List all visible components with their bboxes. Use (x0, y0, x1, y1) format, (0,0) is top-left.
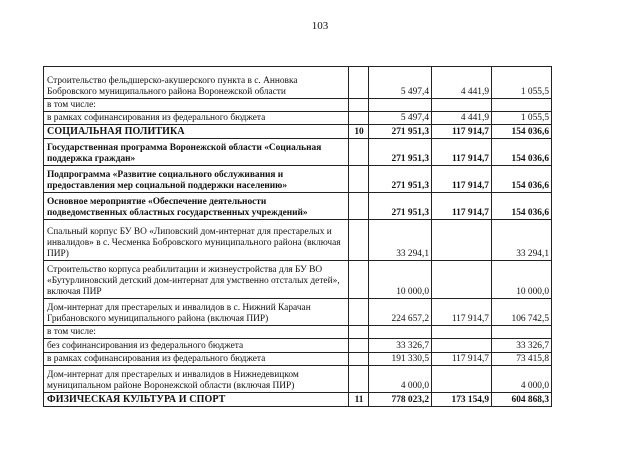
budget-table (43, 66, 552, 407)
row-regional: 73 415,8 (492, 352, 552, 365)
row-federal (432, 219, 492, 260)
row-federal (432, 99, 492, 112)
row-regional: 154 036,6 (492, 192, 552, 219)
row-name: Дом-интернат для престарелых и инвалидов в Нижнедевицком муниципальном районе Воронежской области (включая ПИР) (44, 365, 349, 392)
row-regional: 33 326,7 (492, 338, 552, 352)
row-regional (492, 99, 552, 112)
row-total: 271 951,3 (369, 192, 432, 219)
row-code (349, 219, 369, 260)
row-federal (432, 325, 492, 338)
row-regional: 106 742,5 (492, 298, 552, 325)
table-row (44, 338, 552, 352)
row-name: Строительство фельдшерско-акушерского пункта в с. Анновка Бобровского муниципального района Воронежской области (44, 67, 349, 99)
row-code: 11 (349, 392, 369, 406)
row-name: в рамках софинансирования из федерального бюджета (44, 111, 349, 124)
table-row (44, 260, 552, 298)
row-total: 271 951,3 (369, 124, 432, 138)
row-regional: 33 294,1 (492, 219, 552, 260)
row-federal: 4 441,9 (432, 111, 492, 124)
table-row (44, 138, 552, 165)
row-regional: 154 036,6 (492, 165, 552, 192)
row-total: 33 294,1 (369, 219, 432, 260)
row-regional: 1 055,5 (492, 67, 552, 99)
row-total: 271 951,3 (369, 138, 432, 165)
row-name: Основное мероприятие «Обеспечение деятельности подведомственных областных государственных учреждений» (44, 192, 349, 219)
row-total: 778 023,2 (369, 392, 432, 406)
row-total: 271 951,3 (369, 165, 432, 192)
row-federal: 117 914,7 (432, 138, 492, 165)
row-code (349, 365, 369, 392)
row-name: Подпрограмма «Развитие социального обслуживания и предоставления мер социальной поддержки населению» (44, 165, 349, 192)
row-federal: 117 914,7 (432, 352, 492, 365)
row-total: 4 000,0 (369, 365, 432, 392)
row-code (349, 298, 369, 325)
table-row (44, 325, 552, 338)
table-row (44, 352, 552, 365)
table-row (44, 192, 552, 219)
row-code (349, 138, 369, 165)
row-name: ФИЗИЧЕСКАЯ КУЛЬТУРА И СПОРТ (44, 392, 349, 406)
row-total: 10 000,0 (369, 260, 432, 298)
row-code (349, 165, 369, 192)
row-code (349, 338, 369, 352)
table-row (44, 99, 552, 112)
table-row (44, 165, 552, 192)
row-federal: 117 914,7 (432, 298, 492, 325)
row-code (349, 352, 369, 365)
row-federal: 173 154,9 (432, 392, 492, 406)
row-regional: 1 055,5 (492, 111, 552, 124)
table-row (44, 365, 552, 392)
row-total: 191 330,5 (369, 352, 432, 365)
row-total (369, 99, 432, 112)
row-federal: 117 914,7 (432, 165, 492, 192)
row-name: в рамках софинансирования из федерального бюджета (44, 352, 349, 365)
row-federal: 117 914,7 (432, 124, 492, 138)
row-regional: 154 036,6 (492, 124, 552, 138)
row-name: СОЦИАЛЬНАЯ ПОЛИТИКА (44, 124, 349, 138)
row-regional: 604 868,3 (492, 392, 552, 406)
table-row (44, 392, 552, 406)
row-regional: 154 036,6 (492, 138, 552, 165)
row-regional: 4 000,0 (492, 365, 552, 392)
row-total (369, 325, 432, 338)
row-total: 5 497,4 (369, 67, 432, 99)
table-row (44, 298, 552, 325)
row-federal: 4 441,9 (432, 67, 492, 99)
row-name: Дом-интернат для престарелых и инвалидов в с. Нижний Карачан Грибановского муниципального района (включая ПИР) (44, 298, 349, 325)
row-federal (432, 260, 492, 298)
row-code (349, 325, 369, 338)
table-row (44, 219, 552, 260)
row-code: 10 (349, 124, 369, 138)
budget-table-body (44, 67, 552, 407)
row-total: 33 326,7 (369, 338, 432, 352)
page-number: 103 (311, 20, 329, 32)
table-row (44, 111, 552, 124)
table-row (44, 67, 552, 99)
row-code (349, 260, 369, 298)
row-regional: 10 000,0 (492, 260, 552, 298)
row-name: Строительство корпуса реабилитации и жизнеустройства для БУ ВО «Бутурлиновский детский дом-интернат для умственно отсталых детей», включая ПИР (44, 260, 349, 298)
row-federal (432, 338, 492, 352)
row-name: в том числе: (44, 325, 349, 338)
row-code (349, 192, 369, 219)
row-regional (492, 325, 552, 338)
row-code (349, 111, 369, 124)
row-federal: 117 914,7 (432, 192, 492, 219)
row-name: Спальный корпус БУ ВО «Липовский дом-интернат для престарелых и инвалидов» в с. Чесменка Бобровского муниципального района (включая ПИР) (44, 219, 349, 260)
row-total: 224 657,2 (369, 298, 432, 325)
row-name: Государственная программа Воронежской области «Социальная поддержка граждан» (44, 138, 349, 165)
row-federal (432, 365, 492, 392)
table-row (44, 124, 552, 138)
row-name: в том числе: (44, 99, 349, 112)
row-code (349, 67, 369, 99)
row-name: без софинансирования из федерального бюджета (44, 338, 349, 352)
row-code (349, 99, 369, 112)
row-total: 5 497,4 (369, 111, 432, 124)
